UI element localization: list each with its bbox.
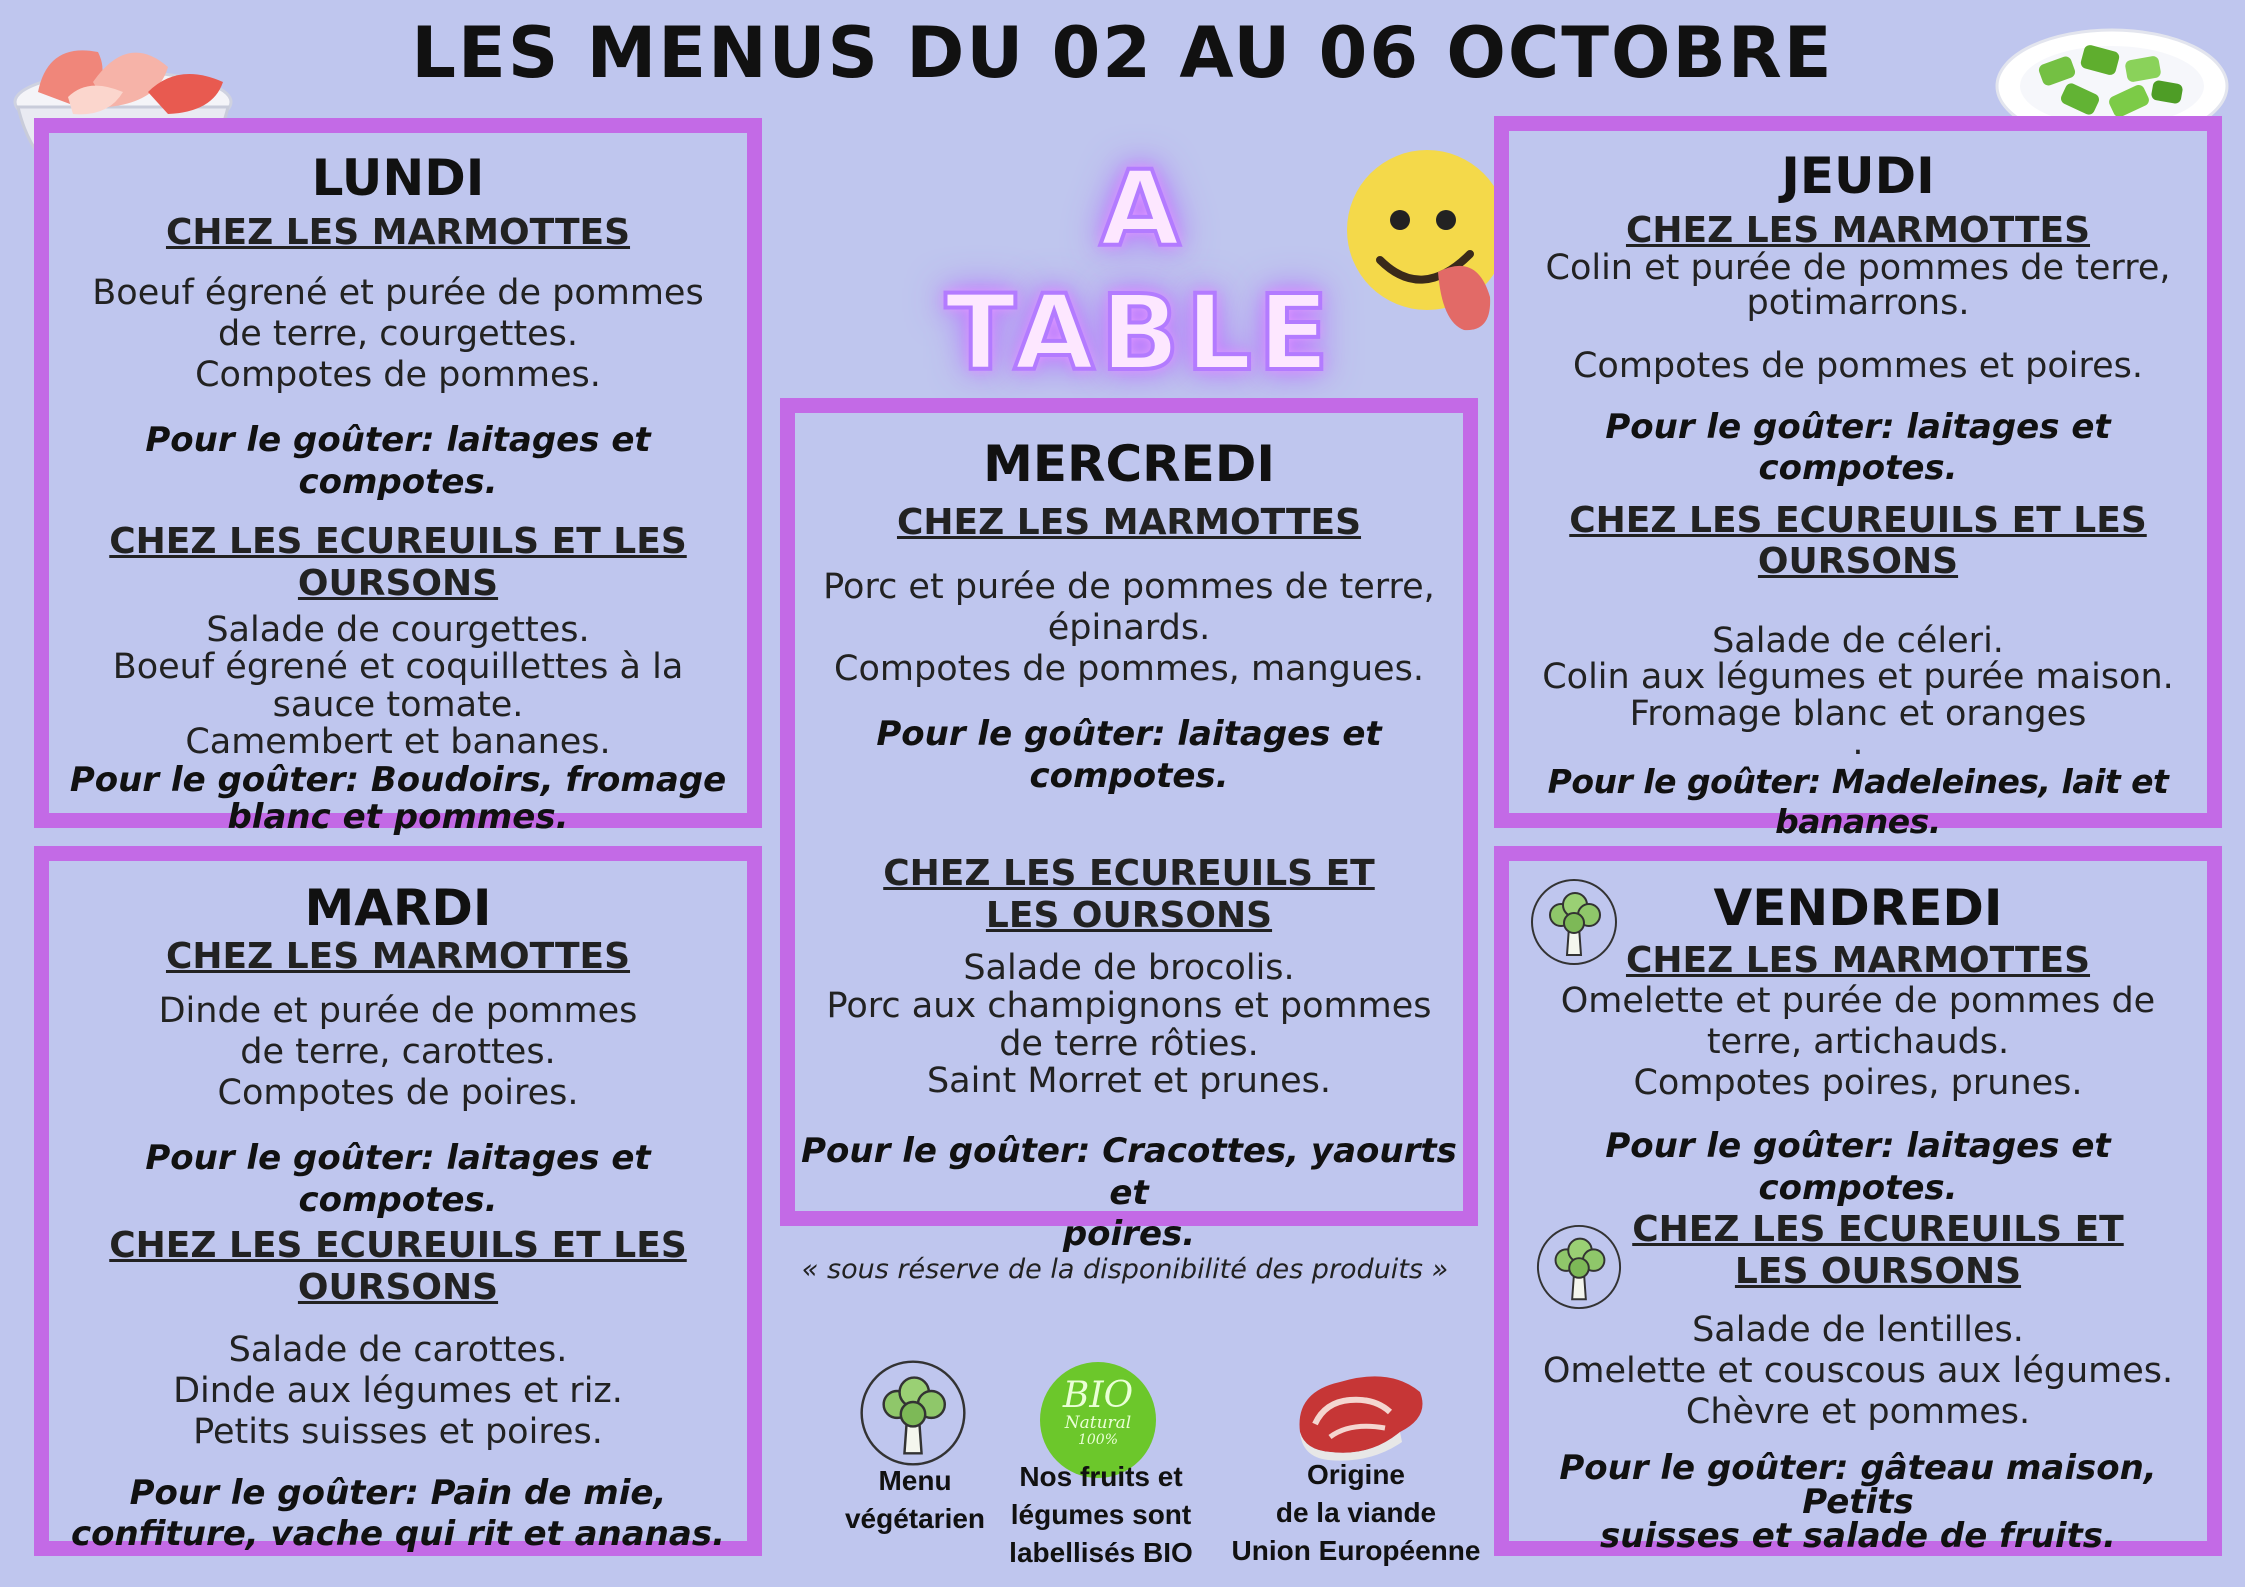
group-title-ecureuils: CHEZ LES ECUREUILS ET LES OURSONS	[109, 521, 687, 604]
snack-text-vendredi-ecureuils: Pour le goûter: gâteau maison, Petits suisses et salade de fruits.	[1559, 1447, 2157, 1556]
availability-note: « sous réserve de la disponibilité des produits »	[801, 1254, 1449, 1285]
menu-text-lundi-ecureuils: Salade de courgettes. Boeuf égrené et coquillettes à la sauce tomate. Camembert et bananes.	[112, 609, 684, 763]
neon-a-text: A	[1099, 148, 1181, 270]
menu-text-mercredi-ecureuils: Salade de brocolis. Porc aux champignons et pommes de terre rôties. Saint Morret et prunes.	[826, 947, 1432, 1102]
yummy-emoji-icon	[1342, 142, 1512, 342]
legend-label-meat: Origine de la viande Union Européenne	[1231, 1459, 1481, 1566]
vegetarian-broccoli-icon	[1529, 877, 1619, 967]
group-title-marmottes: CHEZ LES MARMOTTES	[896, 502, 1362, 543]
menu-box-jeudi	[1494, 116, 2222, 842]
day-title-mardi: MARDI	[304, 879, 492, 937]
menu-box-mardi	[34, 846, 762, 1556]
neon-table-text: TABLE	[945, 272, 1335, 394]
group-title-ecureuils: CHEZ LES ECUREUILS ET LES OURSONS	[1632, 1209, 2124, 1292]
page-title: LES MENUS DU 02 AU 06 OCTOBRE	[411, 12, 1834, 94]
vegetarian-broccoli-icon	[1535, 1223, 1623, 1311]
day-title-mercredi: MERCREDI	[983, 435, 1275, 493]
group-title-ecureuils: CHEZ LES ECUREUILS ET LES OURSONS	[109, 1225, 687, 1308]
snack-text-mercredi-ecureuils: Pour le goûter: Cracottes, yaourts et poires.	[801, 1131, 1457, 1255]
menu-text-jeudi-ecureuils: Salade de céleri. Colin aux légumes et purée maison. Fromage blanc et oranges .	[1542, 620, 2174, 763]
dessert-text-jeudi-marmottes: Compotes de pommes et poires.	[1572, 345, 2144, 386]
menu-box-mercredi	[780, 398, 1478, 1255]
group-title-marmottes: CHEZ LES MARMOTTES	[165, 212, 631, 253]
menu-text-vendredi-ecureuils: Salade de lentilles. Omelette et couscous aux légumes. Chèvre et pommes.	[1542, 1309, 2174, 1432]
snack-text-jeudi-ecureuils: Pour le goûter: Madeleines, lait et bananes.	[1547, 761, 2169, 842]
legend-label-bio: Nos fruits et légumes sont labellisés BIO	[1009, 1461, 1193, 1568]
snack-text-mardi-marmottes: Pour le goûter: laitages et compotes.	[145, 1138, 651, 1220]
menu-box-lundi	[34, 118, 762, 838]
menu-text-vendredi-marmottes: Omelette et purée de pommes de terre, artichauds. Compotes poires, prunes.	[1560, 981, 2156, 1104]
snack-text-jeudi-marmottes: Pour le goûter: laitages et compotes.	[1605, 406, 2111, 489]
snack-text-mardi-ecureuils: Pour le goûter: Pain de mie, confiture, vache qui rit et ananas.	[71, 1472, 725, 1555]
group-title-marmottes: CHEZ LES MARMOTTES	[165, 936, 631, 977]
menu-text-mercredi-marmottes: Porc et purée de pommes de terre, épinards. Compotes de pommes, mangues.	[823, 567, 1435, 690]
vegetarian-broccoli-icon	[858, 1358, 968, 1468]
snack-text-mercredi-marmottes: Pour le goûter: laitages et compotes.	[876, 714, 1382, 796]
meat-steak-icon	[1290, 1362, 1430, 1462]
snack-text-lundi-marmottes: Pour le goûter: laitages et compotes.	[145, 420, 651, 502]
snack-text-lundi-ecureuils: Pour le goûter: Boudoirs, fromage blanc et pommes.	[69, 759, 727, 838]
menu-text-lundi-marmottes: Boeuf égrené et purée de pommes de terre, courgettes. Compotes de pommes.	[92, 273, 704, 396]
group-title-marmottes: CHEZ LES MARMOTTES	[1625, 940, 2091, 981]
snack-text-vendredi-marmottes: Pour le goûter: laitages et compotes.	[1605, 1126, 2111, 1208]
day-title-lundi: LUNDI	[311, 149, 485, 207]
group-title-marmottes: CHEZ LES MARMOTTES	[1625, 210, 2091, 251]
bio-badge-icon: BIO Natural 100%	[1040, 1362, 1156, 1478]
group-title-ecureuils: CHEZ LES ECUREUILS ET LES OURSONS	[1569, 499, 2147, 583]
day-title-jeudi: JEUDI	[1781, 147, 1935, 205]
menu-box-vendredi	[1494, 846, 2222, 1556]
menu-text-mardi-marmottes: Dinde et purée de pommes de terre, carottes. Compotes de poires.	[158, 991, 638, 1114]
menu-text-mardi-ecureuils: Salade de carottes. Dinde aux légumes et riz. Petits suisses et poires.	[173, 1329, 623, 1452]
day-title-vendredi: VENDREDI	[1713, 879, 2003, 937]
legend-label-vegetarian: Menu végétarien	[844, 1465, 986, 1534]
group-title-ecureuils: CHEZ LES ECUREUILS ET LES OURSONS	[883, 853, 1375, 936]
menu-text-jeudi-marmottes: Colin et purée de pommes de terre, potimarrons.	[1545, 248, 2171, 323]
